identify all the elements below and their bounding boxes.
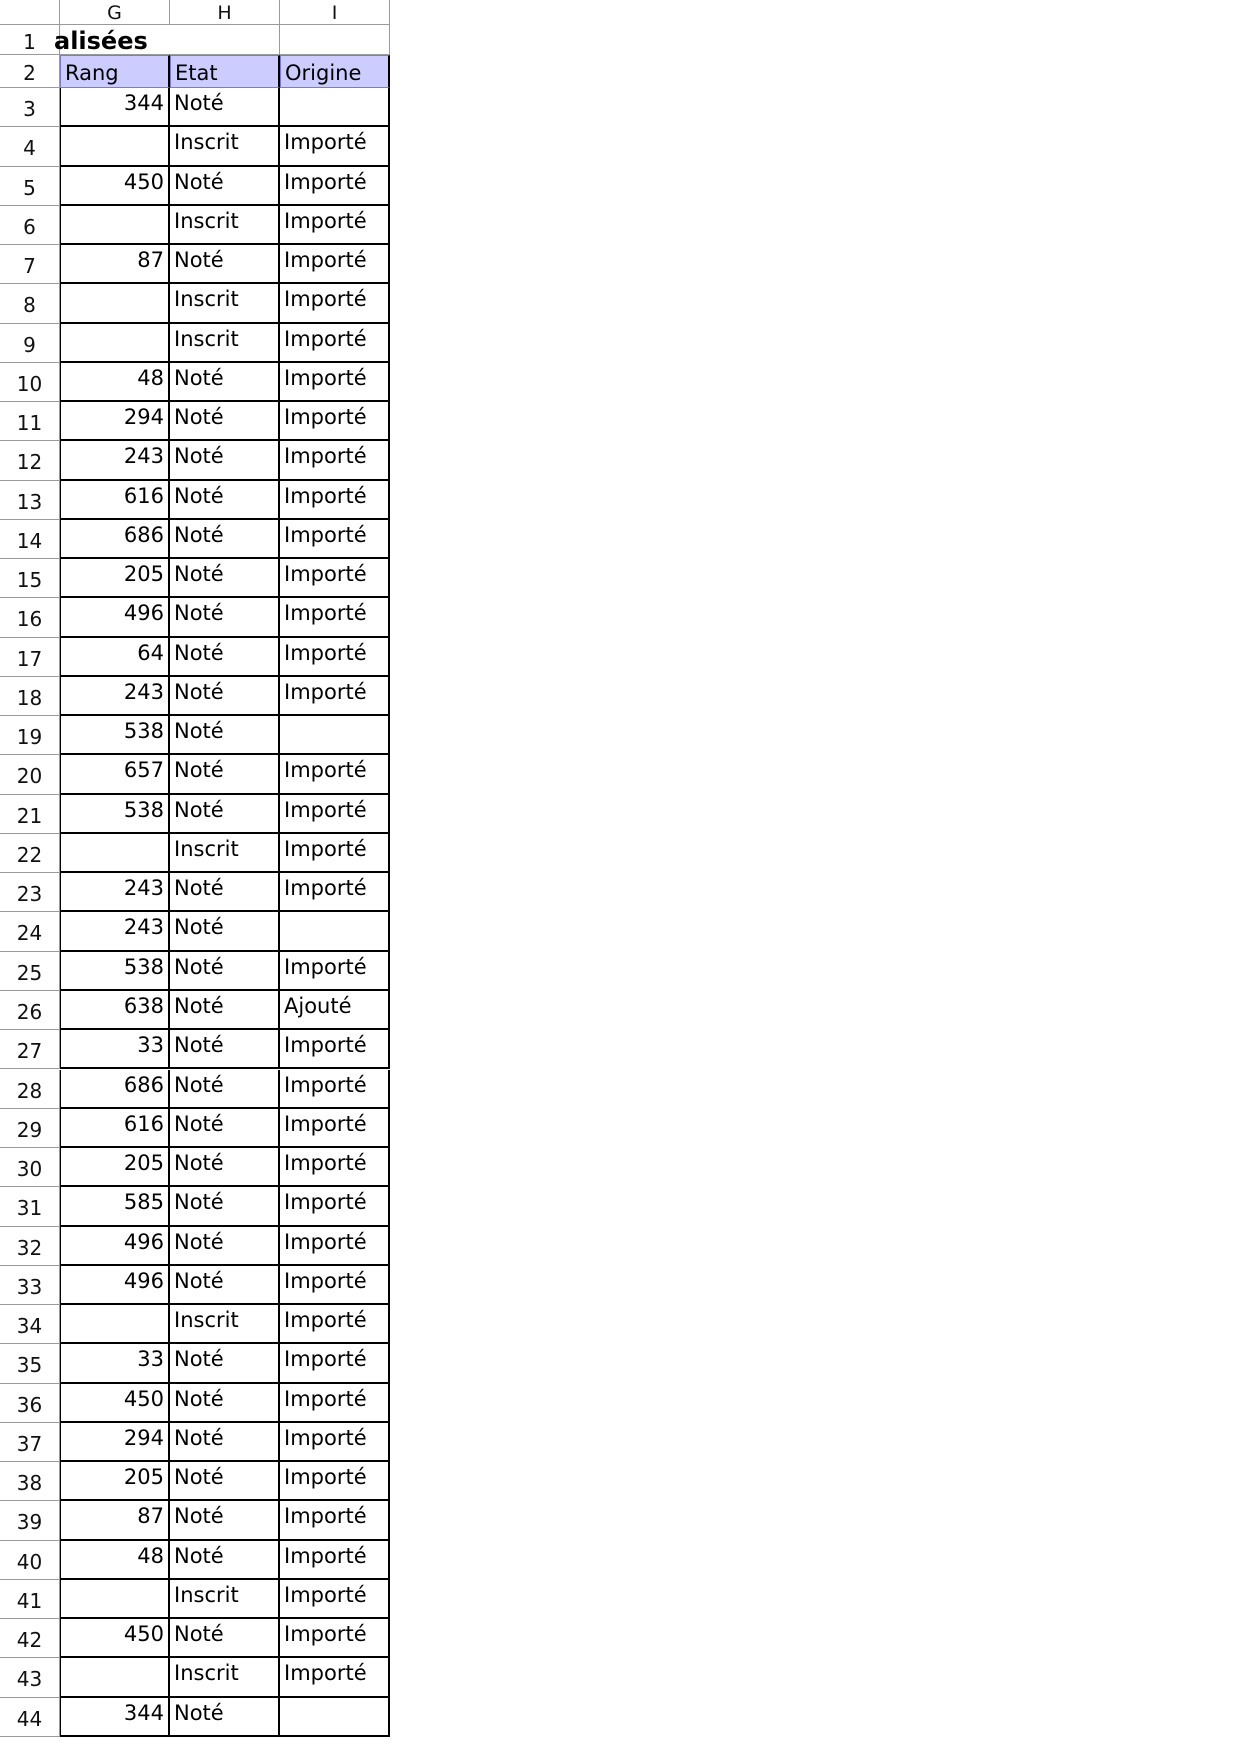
row-header[interactable]: 26 bbox=[0, 991, 60, 1030]
cell-rang[interactable]: 243 bbox=[60, 441, 170, 480]
cell-origine[interactable]: Importé bbox=[280, 952, 390, 991]
row-header[interactable]: 7 bbox=[0, 245, 60, 284]
cell-etat[interactable]: Inscrit bbox=[170, 206, 280, 245]
column-header-g[interactable]: G bbox=[60, 0, 170, 25]
cell-rang[interactable]: 64 bbox=[60, 638, 170, 677]
cell-origine[interactable]: Importé bbox=[280, 1501, 390, 1540]
row-header[interactable]: 14 bbox=[0, 520, 60, 559]
row-header[interactable]: 9 bbox=[0, 324, 60, 363]
cell-origine[interactable]: Importé bbox=[280, 1384, 390, 1423]
cell-etat[interactable]: Inscrit bbox=[170, 1658, 280, 1697]
cell-origine[interactable] bbox=[280, 912, 390, 951]
row-header[interactable]: 22 bbox=[0, 834, 60, 873]
cell-rang[interactable]: 243 bbox=[60, 912, 170, 951]
cell-etat[interactable]: Noté bbox=[170, 952, 280, 991]
cell-etat[interactable]: Noté bbox=[170, 402, 280, 441]
cell-rang[interactable]: 205 bbox=[60, 559, 170, 598]
cell-etat[interactable]: Inscrit bbox=[170, 1305, 280, 1344]
cell-origine[interactable]: Importé bbox=[280, 1423, 390, 1462]
cell-rang[interactable] bbox=[60, 324, 170, 363]
row-header[interactable]: 37 bbox=[0, 1423, 60, 1462]
row-header[interactable]: 19 bbox=[0, 716, 60, 755]
cell-origine[interactable]: Importé bbox=[280, 167, 390, 206]
row-header[interactable]: 43 bbox=[0, 1658, 60, 1697]
row-header[interactable]: 39 bbox=[0, 1501, 60, 1540]
cell-etat[interactable]: Noté bbox=[170, 1541, 280, 1580]
cell-etat[interactable]: Noté bbox=[170, 1384, 280, 1423]
cell-rang[interactable] bbox=[60, 284, 170, 323]
cell-origine[interactable]: Importé bbox=[280, 1109, 390, 1148]
column-header-i[interactable]: I bbox=[280, 0, 390, 25]
row-header[interactable]: 17 bbox=[0, 638, 60, 677]
row-header[interactable]: 2 bbox=[0, 55, 60, 88]
cell-etat[interactable]: Noté bbox=[170, 991, 280, 1030]
select-all-corner[interactable] bbox=[0, 0, 60, 25]
cell-origine[interactable]: Importé bbox=[280, 1580, 390, 1619]
cell-rang[interactable]: 538 bbox=[60, 795, 170, 834]
cell-etat[interactable]: Noté bbox=[170, 167, 280, 206]
cell-rang[interactable]: 496 bbox=[60, 1227, 170, 1266]
cell-etat[interactable]: Noté bbox=[170, 1462, 280, 1501]
cell-origine[interactable]: Importé bbox=[280, 598, 390, 637]
cell-etat[interactable]: Inscrit bbox=[170, 1580, 280, 1619]
cell-etat[interactable]: Noté bbox=[170, 559, 280, 598]
row-header[interactable]: 21 bbox=[0, 795, 60, 834]
cell-origine[interactable]: Importé bbox=[280, 127, 390, 166]
cell-etat[interactable]: Noté bbox=[170, 638, 280, 677]
row-header[interactable]: 28 bbox=[0, 1070, 60, 1109]
cell-rang[interactable]: 496 bbox=[60, 1266, 170, 1305]
cell-origine[interactable]: Importé bbox=[280, 1070, 390, 1109]
cell-origine[interactable]: Importé bbox=[280, 245, 390, 284]
cell-origine[interactable]: Importé bbox=[280, 481, 390, 520]
cell-etat[interactable]: Noté bbox=[170, 441, 280, 480]
row-header[interactable]: 5 bbox=[0, 167, 60, 206]
cell-etat[interactable]: Inscrit bbox=[170, 284, 280, 323]
cell-origine[interactable] bbox=[280, 1698, 390, 1737]
cell-etat[interactable]: Noté bbox=[170, 1030, 280, 1069]
cell-etat[interactable]: Noté bbox=[170, 1070, 280, 1109]
cell-rang[interactable]: 538 bbox=[60, 952, 170, 991]
row-header[interactable]: 38 bbox=[0, 1462, 60, 1501]
row-header[interactable]: 20 bbox=[0, 755, 60, 794]
cell-origine[interactable]: Importé bbox=[280, 1187, 390, 1226]
row-header[interactable]: 8 bbox=[0, 284, 60, 323]
cell-origine[interactable]: Importé bbox=[280, 755, 390, 794]
cell-etat[interactable]: Noté bbox=[170, 1423, 280, 1462]
cell-rang[interactable]: 538 bbox=[60, 716, 170, 755]
cell-origine[interactable]: Importé bbox=[280, 1266, 390, 1305]
cell-origine[interactable]: Importé bbox=[280, 206, 390, 245]
cell-etat[interactable]: Inscrit bbox=[170, 127, 280, 166]
cell-origine[interactable]: Importé bbox=[280, 1227, 390, 1266]
cell-origine[interactable]: Importé bbox=[280, 1030, 390, 1069]
cell-rang[interactable]: 657 bbox=[60, 755, 170, 794]
cell-origine[interactable]: Importé bbox=[280, 1541, 390, 1580]
cell-origine[interactable] bbox=[280, 88, 390, 127]
cell-rang[interactable]: 450 bbox=[60, 1619, 170, 1658]
row-header[interactable]: 34 bbox=[0, 1305, 60, 1344]
cell-rang[interactable]: 294 bbox=[60, 402, 170, 441]
cell-rang[interactable]: 33 bbox=[60, 1030, 170, 1069]
row-header[interactable]: 10 bbox=[0, 363, 60, 402]
cell-etat[interactable]: Inscrit bbox=[170, 324, 280, 363]
cell-etat[interactable]: Noté bbox=[170, 88, 280, 127]
cell-etat[interactable]: Noté bbox=[170, 912, 280, 951]
column-header-h[interactable]: H bbox=[170, 0, 280, 25]
sheet-title: alisées bbox=[54, 27, 148, 55]
cell-rang[interactable] bbox=[60, 206, 170, 245]
cell-rang[interactable] bbox=[60, 1658, 170, 1697]
cell-etat[interactable]: Noté bbox=[170, 1501, 280, 1540]
row-header[interactable]: 36 bbox=[0, 1384, 60, 1423]
cell-etat[interactable]: Noté bbox=[170, 795, 280, 834]
cell[interactable] bbox=[280, 25, 390, 55]
cell-rang[interactable]: 344 bbox=[60, 1698, 170, 1737]
cell-etat[interactable]: Noté bbox=[170, 677, 280, 716]
cell-etat[interactable]: Inscrit bbox=[170, 834, 280, 873]
cell-rang[interactable]: 33 bbox=[60, 1344, 170, 1383]
cell-origine[interactable]: Importé bbox=[280, 1658, 390, 1697]
row-header[interactable]: 27 bbox=[0, 1030, 60, 1069]
row-header[interactable]: 24 bbox=[0, 912, 60, 951]
cell-origine[interactable]: Importé bbox=[280, 520, 390, 559]
cell-origine[interactable]: Importé bbox=[280, 284, 390, 323]
cell-etat[interactable]: Noté bbox=[170, 363, 280, 402]
row-header[interactable]: 12 bbox=[0, 441, 60, 480]
cell-rang[interactable]: 344 bbox=[60, 88, 170, 127]
row-header[interactable]: 30 bbox=[0, 1148, 60, 1187]
cell-rang[interactable]: 48 bbox=[60, 363, 170, 402]
row-header[interactable]: 31 bbox=[0, 1187, 60, 1226]
row-header[interactable]: 6 bbox=[0, 206, 60, 245]
cell-rang[interactable] bbox=[60, 127, 170, 166]
cell-rang[interactable]: 686 bbox=[60, 1070, 170, 1109]
cell-origine[interactable]: Importé bbox=[280, 795, 390, 834]
cell-rang[interactable] bbox=[60, 834, 170, 873]
cell-etat[interactable]: Noté bbox=[170, 873, 280, 912]
cell-rang[interactable]: 616 bbox=[60, 1109, 170, 1148]
row-header[interactable]: 29 bbox=[0, 1109, 60, 1148]
row-header[interactable]: 44 bbox=[0, 1698, 60, 1737]
cell-origine[interactable]: Importé bbox=[280, 1305, 390, 1344]
row-header[interactable]: 23 bbox=[0, 873, 60, 912]
cell-origine[interactable]: Importé bbox=[280, 363, 390, 402]
cell-origine[interactable]: Importé bbox=[280, 441, 390, 480]
cell-origine[interactable] bbox=[280, 716, 390, 755]
cell-origine[interactable]: Importé bbox=[280, 638, 390, 677]
row-header[interactable]: 16 bbox=[0, 598, 60, 637]
cell-etat[interactable]: Noté bbox=[170, 1148, 280, 1187]
row-header[interactable]: 32 bbox=[0, 1227, 60, 1266]
cell-etat[interactable]: Noté bbox=[170, 520, 280, 559]
cell-etat[interactable]: Noté bbox=[170, 245, 280, 284]
row-header[interactable]: 13 bbox=[0, 481, 60, 520]
cell-rang[interactable]: 450 bbox=[60, 1384, 170, 1423]
row-header[interactable]: 3 bbox=[0, 88, 60, 127]
cell-origine[interactable]: Importé bbox=[280, 559, 390, 598]
row-header[interactable]: 1 bbox=[0, 25, 60, 55]
cell-origine[interactable]: Importé bbox=[280, 834, 390, 873]
cell-etat[interactable]: Noté bbox=[170, 1227, 280, 1266]
cell-etat[interactable]: Noté bbox=[170, 1619, 280, 1658]
cell[interactable] bbox=[170, 25, 280, 55]
cell-rang[interactable]: 48 bbox=[60, 1541, 170, 1580]
cell-rang[interactable]: 243 bbox=[60, 677, 170, 716]
cell-origine[interactable]: Importé bbox=[280, 1344, 390, 1383]
cell-origine[interactable]: Importé bbox=[280, 402, 390, 441]
cell-rang[interactable]: 243 bbox=[60, 873, 170, 912]
cell-origine[interactable]: Importé bbox=[280, 873, 390, 912]
cell-origine[interactable]: Importé bbox=[280, 677, 390, 716]
cell-rang[interactable]: 686 bbox=[60, 520, 170, 559]
row-header[interactable]: 4 bbox=[0, 127, 60, 166]
cell-origine[interactable]: Importé bbox=[280, 1619, 390, 1658]
cell-rang[interactable]: 496 bbox=[60, 598, 170, 637]
row-header[interactable]: 42 bbox=[0, 1619, 60, 1658]
cell-rang[interactable]: 87 bbox=[60, 1501, 170, 1540]
row-header[interactable]: 40 bbox=[0, 1541, 60, 1580]
cell-origine[interactable]: Importé bbox=[280, 324, 390, 363]
cell-rang[interactable] bbox=[60, 1580, 170, 1619]
cell-rang[interactable]: 205 bbox=[60, 1148, 170, 1187]
row-header[interactable]: 33 bbox=[0, 1266, 60, 1305]
cell-etat[interactable]: Noté bbox=[170, 1109, 280, 1148]
cell-origine[interactable]: Importé bbox=[280, 1462, 390, 1501]
row-header[interactable]: 15 bbox=[0, 559, 60, 598]
header-etat[interactable]: Etat bbox=[170, 55, 280, 88]
header-origine[interactable]: Origine bbox=[280, 55, 390, 88]
cell-rang[interactable]: 585 bbox=[60, 1187, 170, 1226]
cell-rang[interactable]: 638 bbox=[60, 991, 170, 1030]
row-header[interactable]: 18 bbox=[0, 677, 60, 716]
row-header[interactable]: 35 bbox=[0, 1344, 60, 1383]
header-rang[interactable]: Rang bbox=[60, 55, 170, 88]
row-header[interactable]: 25 bbox=[0, 952, 60, 991]
cell-etat[interactable]: Noté bbox=[170, 1187, 280, 1226]
row-header[interactable]: 11 bbox=[0, 402, 60, 441]
cell-rang[interactable] bbox=[60, 1305, 170, 1344]
cell-etat[interactable]: Noté bbox=[170, 1266, 280, 1305]
cell-rang[interactable]: 450 bbox=[60, 167, 170, 206]
cell-rang[interactable]: 616 bbox=[60, 481, 170, 520]
cell-origine[interactable]: Ajouté bbox=[280, 991, 390, 1030]
cell-rang[interactable]: 87 bbox=[60, 245, 170, 284]
cell-etat[interactable]: Noté bbox=[170, 755, 280, 794]
cell-rang[interactable]: 294 bbox=[60, 1423, 170, 1462]
cell-rang[interactable]: 205 bbox=[60, 1462, 170, 1501]
cell-etat[interactable]: Noté bbox=[170, 1344, 280, 1383]
cell-etat[interactable]: Noté bbox=[170, 481, 280, 520]
cell-etat[interactable]: Noté bbox=[170, 716, 280, 755]
row-header[interactable]: 41 bbox=[0, 1580, 60, 1619]
cell-etat[interactable]: Noté bbox=[170, 1698, 280, 1737]
cell-etat[interactable]: Noté bbox=[170, 598, 280, 637]
cell-origine[interactable]: Importé bbox=[280, 1148, 390, 1187]
